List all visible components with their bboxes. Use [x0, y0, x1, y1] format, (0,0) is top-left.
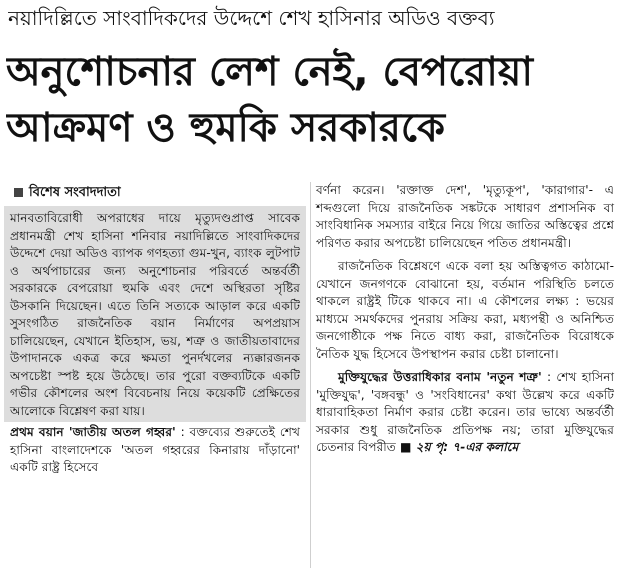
left-column [4, 206, 306, 569]
byline [14, 184, 294, 202]
bullet-icon [14, 188, 23, 197]
headline [6, 44, 614, 156]
lead-paragraph: মানবতাবিরোধী অপরাধের দায়ে মৃত্যুদণ্ডপ্রাপ্ত সাবেক প্রধানমন্ত্রী শেখ হাসিনা শনিবার নয়াদিল্লিতে সাংবাদিকদের উদ্দেশে দেয়া অডিও ব্যাপক গণহত্যা গুম-খুন, ব্যাংক লুটপাট ও অর্থপাচারের জন্য অনুশোচনার পরিবর্তে অন্তর্বর্তী সরকারকে বেপরোয়া হুমকি এবং দেশে অস্থিরতা সৃষ্টির উসকানি দিয়েছেন। এতে তিনি সত্যকে আড়াল করে একটি সুসংগঠিত রাজনৈতিক বয়ান নির্মাণের অপপ্রয়াস চালিয়েছেন, যেখানে ইতিহাস, ভয়, শত্রু ও জাতীয়তাবাদের উপাদানকে একত্র করে ক্ষমতা পুনর্দখলের ন্যক্কারজনক অপচেষ্টা স্পষ্ট হয়ে উঠেছে। তার পুরো বক্তব্যটিকে একটি গভীর কৌশলের অংশ বিবেচনায় নিয়ে কয়েকটি প্রেক্ষিতের আলোকে বিশ্লেষণ করা যায়। [10, 211, 300, 418]
paragraph: রাজনৈতিক বিশ্লেষণে একে বলা হয় অস্তিত্বগত কাঠামো- যেখানে জনগণকে বোঝানো হয়, বর্তমান পরিস্থিতি চলতে থাকলে রাষ্ট্রই টিকে থাকবে না। এ কৌশলের লক্ষ্য : ভয়ের মাধ্যমে সমর্থকদের পুনরায় সক্রিয় করা, মধ্যপন্থী ও অনিশ্চিত জনগোষ্ঠীকে পক্ষ নিতে বাধ্য করা, রাজনৈতিক বিরোধকে নৈতিক যুদ্ধ হিসেবে উপস্থাপন করার চেষ্টা চালানো। [316, 259, 614, 361]
byline-text: বিশেষ সংবাদদাতা [29, 185, 121, 200]
lead-paragraph-box [4, 206, 306, 422]
paragraph [4, 422, 306, 477]
subhead: মুক্তিযুদ্ধের উত্তরাধিকার বনাম 'নতুন শত্রু' [338, 370, 542, 384]
headline-line-2: আক্রমণ ও হুমকি সরকারকে [6, 105, 445, 151]
kicker-line: নয়াদিল্লিতে সাংবাদিকদের উদ্দেশে শেখ হাসিনার অডিও বক্তব্য [8, 6, 495, 30]
paragraph-text: : বক্তব্যের শুরুতেই শেখ হাসিনা বাংলাদেশকে 'অতল গহ্বরের কিনারায় দাঁড়ানো' একটি রাষ্ট্র হিসেবে [10, 425, 301, 474]
right-column [316, 182, 614, 569]
paragraph: বর্ণনা করেন। 'রক্তাক্ত দেশ', 'মৃত্যুকূপ', 'কারাগার'- এ শব্দগুলো দিয়ে রাজনৈতিক সঙ্কটকে সাধারণ প্রশাসনিক বা সাংবিধানিক সমস্যার বাইরে নিয়ে গিয়ে জাতির অস্তিত্বের প্রশ্নে পরিণত করার অপচেষ্টা চালিয়েছেন পতিত প্রধানমন্ত্রী। [316, 183, 614, 250]
column-divider [310, 182, 311, 568]
headline-line-1: অনুশোচনার লেশ নেই, বেপরোয়া [6, 49, 533, 95]
paragraph [316, 369, 614, 457]
paragraph-text: : শেখ হাসিনা 'মুক্তিযুদ্ধ', 'বঙ্গবন্ধু' ও 'সংবিধানের' কথা উল্লেখ করে একটি ধারাবাহিকতা নির্মাণ করার চেষ্টা করেন। তার ভাষ্যে অন্তর্বর্তী সরকার শুধু রাজনৈতিক প্রতিপক্ষ নয়; তারা মুক্তিযুদ্ধের চেতনার বিপরীত [316, 370, 615, 454]
subhead: প্রথম বয়ান 'জাতীয় অতল গহ্বর' [10, 425, 176, 439]
continuation-link[interactable]: ■ ২য় পৃ: ৭-এর কলামে [399, 440, 519, 454]
